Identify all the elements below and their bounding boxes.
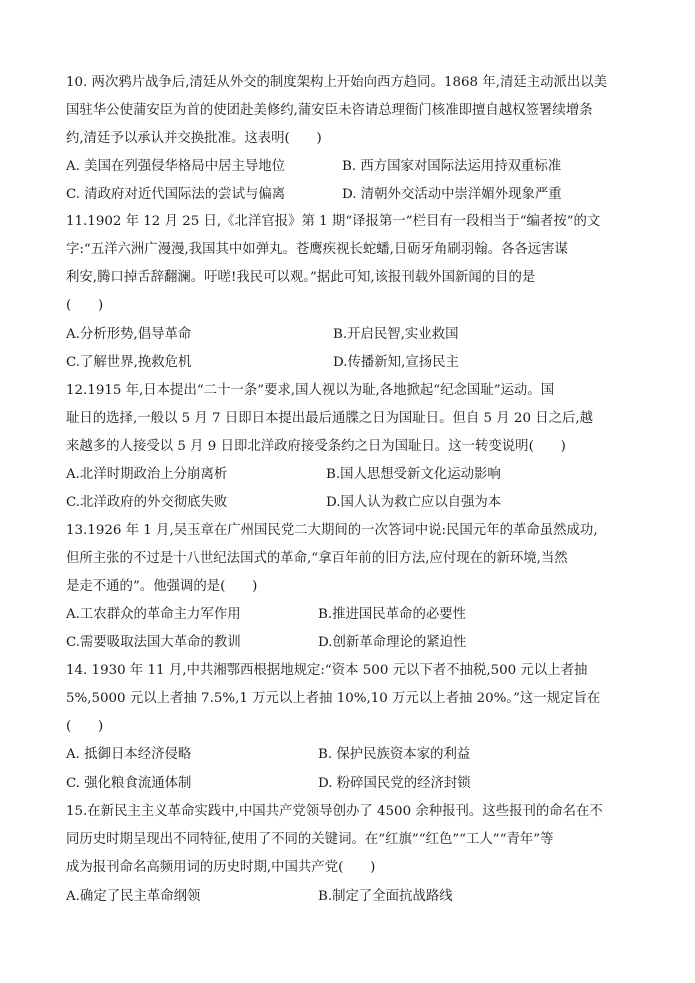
question-10-option-d: D. 清朝外交活动中崇洋媚外现象严重 [342, 187, 562, 202]
question-12-option-b: B.国人思想受新文化运动影响 [326, 467, 501, 482]
question-11-option-c: C.了解世界,挽救危机 [66, 355, 192, 370]
question-11-option-a: A.分析形势,倡导革命 [66, 327, 192, 342]
question-10-line-1: 10. 两次鸦片战争后,清廷从外交的制度架构上开始向西方趋同。1868 年,清廷主动派出以美 [66, 75, 608, 90]
question-13-option-a: A.工农群众的革命主力军作用 [66, 607, 241, 622]
question-13-line-3: 是走不通的”。他强调的是( ) [66, 579, 258, 594]
question-15-option-a: A.确定了民主革命纲领 [66, 889, 201, 904]
question-14-option-a: A. 抵御日本经济侵略 [66, 747, 192, 762]
question-13-option-b: B.推进国民革命的必要性 [318, 607, 467, 622]
question-12-option-c: C.北洋政府的外交彻底失败 [66, 495, 228, 510]
question-15-line-2: 同历史时期呈现出不同特征,使用了不同的关键词。在“红旗”“红色”“工人”“青年”等 [66, 832, 554, 847]
question-14-option-c: C. 强化粮食流通体制 [66, 776, 192, 791]
question-13-option-c: C.需要吸取法国大革命的教训 [66, 635, 241, 650]
question-11-line-3: 利安,腾口掉舌辞翻澜。吁嗟!我民可以观。”据此可知,该报刊载外国新闻的目的是 [66, 270, 536, 285]
question-15-line-3: 成为报刊命名高频用词的历史时期,中国共产党( ) [66, 860, 376, 875]
question-15-line-1: 15.在新民主主义革命实践中,中国共产党领导创办了 4500 余种报刊。这些报刊的命名在不 [66, 804, 603, 819]
question-11-line-4: ( ) [66, 298, 104, 313]
question-13-line-1: 13.1926 年 1 月,吴玉章在广州国民党二大期间的一次答词中说:民国元年的革命虽然成功, [66, 523, 598, 538]
question-12-line-2: 耻日的选择,一般以 5 月 7 日即日本提出最后通牒之日为国耻日。但自 5 月 20 日之后,越 [66, 411, 594, 426]
question-10-option-a: A. 美国在列强侵华格局中居主导地位 [66, 159, 286, 174]
question-14-line-2: 5%,5000 元以上者抽 7.5%,1 万元以上者抽 10%,10 万元以上者抽 20%。”这一规定旨在 [66, 691, 601, 706]
question-10-line-2: 国驻华公使蒲安臣为首的使团赴美修约,蒲安臣未咨请总理衙门核准即擅自越权签署续增条 [66, 103, 593, 118]
question-12-option-d: D.国人认为救亡应以自强为本 [326, 495, 502, 510]
question-11-line-1: 11.1902 年 12 月 25 日,《北洋官报》第 1 期“译报第一”栏目有一段相当于“编者按”的文 [66, 214, 601, 229]
question-12-line-1: 12.1915 年,日本提出“二十一条”要求,国人视以为耻,各地掀起“纪念国耻”运动。国 [66, 383, 555, 398]
question-14-line-3: ( ) [66, 719, 104, 734]
question-11-line-2: 字:“五洋六洲广漫漫,我国其中如弹丸。苍鹰疾视长蛇蟠,日砺牙角刷羽翰。各各远害谋 [66, 242, 568, 257]
question-12-line-3: 来越多的人接受以 5 月 9 日即北洋政府接受条约之日为国耻日。这一转变说明( ) [66, 439, 566, 454]
question-10-option-c: C. 清政府对近代国际法的尝试与偏离 [66, 187, 286, 202]
question-10-option-b: B. 西方国家对国际法运用持双重标准 [342, 159, 562, 174]
question-11-option-d: D.传播新知,宣扬民主 [333, 355, 459, 370]
question-13-line-2: 但所主张的不过是十八世纪法国式的革命,“拿百年前的旧方法,应付现在的新环境,当然 [66, 551, 568, 566]
question-10-line-3: 约,清廷予以承认并交换批准。这表明( ) [66, 131, 322, 146]
question-11-option-b: B.开启民智,实业救国 [333, 327, 459, 342]
question-13-option-d: D.创新革命理论的紧迫性 [318, 635, 467, 650]
question-15-option-b: B.制定了全面抗战路线 [318, 889, 453, 904]
question-14-option-d: D. 粉碎国民党的经济封锁 [318, 776, 471, 791]
question-14-option-b: B. 保护民族资本家的利益 [318, 747, 471, 762]
question-14-line-1: 14. 1930 年 11 月,中共湘鄂西根据地规定:“资本 500 元以下者不抽税,500 元以上者抽 [66, 663, 588, 678]
question-12-option-a: A.北洋时期政治上分崩离析 [66, 467, 228, 482]
